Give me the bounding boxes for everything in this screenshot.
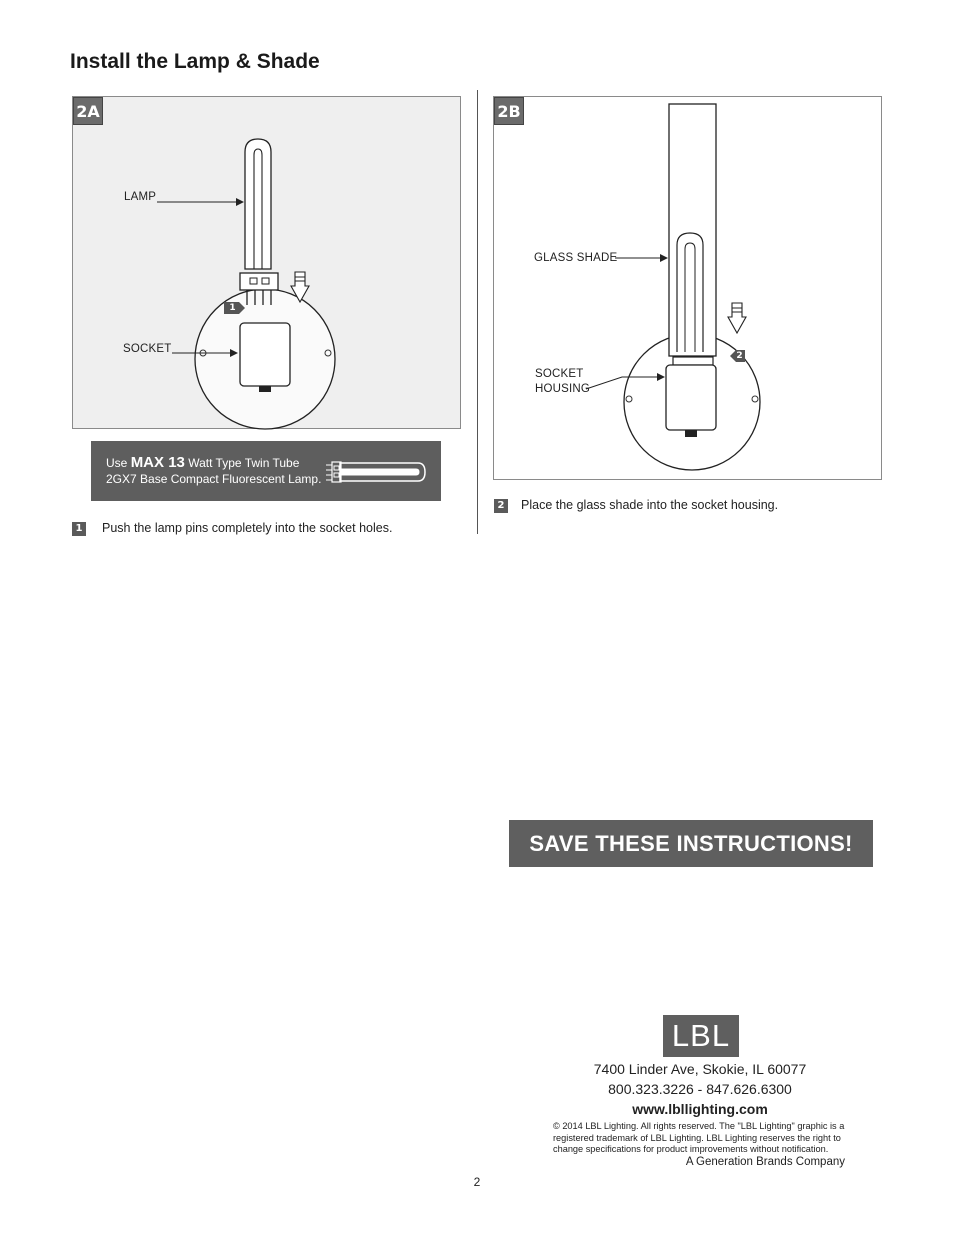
lamp-spec-max-wattage: MAX 13 <box>130 454 185 471</box>
step-2-text: Place the glass shade into the socket housing. <box>521 498 779 512</box>
legal-notice: © 2014 LBL Lighting. All rights reserved. The "LBL Lighting" graphic is a registered trademark of LBL Lighting. LBL Lighting reserves the right to change specifications for product improvements without notification. <box>553 1121 845 1154</box>
lbl-logo: LBL <box>663 1015 739 1057</box>
socket-housing-label-1: SOCKET <box>535 368 584 380</box>
lamp-spec-line-1 <box>106 454 299 471</box>
glass-shade-label: GLASS SHADE <box>534 252 618 264</box>
lamp-spec-type: Watt Type Twin Tube <box>188 456 300 470</box>
lamp-label: LAMP <box>124 191 157 203</box>
figure-tag-2b: 2B <box>494 97 524 125</box>
company-address: 7400 Linder Ave, Skokie, IL 60077 <box>593 1061 807 1077</box>
figure-2b <box>493 96 882 480</box>
page-number: 2 <box>473 1175 481 1189</box>
figure-2a <box>72 96 461 429</box>
figure-tag-2a: 2A <box>73 97 103 125</box>
socket-housing-label-2: HOUSING <box>535 383 591 395</box>
twin-tube-lamp-icon <box>326 459 426 485</box>
lamp-spec-line-2: 2GX7 Base Compact Fluorescent Lamp. <box>106 472 322 486</box>
step-1-number: 1 <box>72 522 86 536</box>
shade-housing-illustration <box>494 97 883 481</box>
company-website-link[interactable]: www.lbllighting.com <box>632 1101 768 1117</box>
lamp-spec-prefix: Use <box>106 456 128 470</box>
step-1-text: Push the lamp pins completely into the socket holes. <box>102 521 393 535</box>
socket-label: SOCKET <box>123 343 172 355</box>
lamp-spec-box <box>91 441 441 501</box>
page-title: Install the Lamp & Shade <box>70 50 320 73</box>
step-2-number: 2 <box>494 499 508 513</box>
lamp-socket-illustration <box>73 97 462 430</box>
column-divider <box>477 90 478 534</box>
step-marker-2: 2 <box>736 351 743 361</box>
parent-company: A Generation Brands Company <box>685 1156 845 1168</box>
step-marker-1: 1 <box>229 303 236 313</box>
save-instructions-banner: SAVE THESE INSTRUCTIONS! <box>509 820 873 867</box>
company-phone: 800.323.3226 - 847.626.6300 <box>608 1081 792 1097</box>
